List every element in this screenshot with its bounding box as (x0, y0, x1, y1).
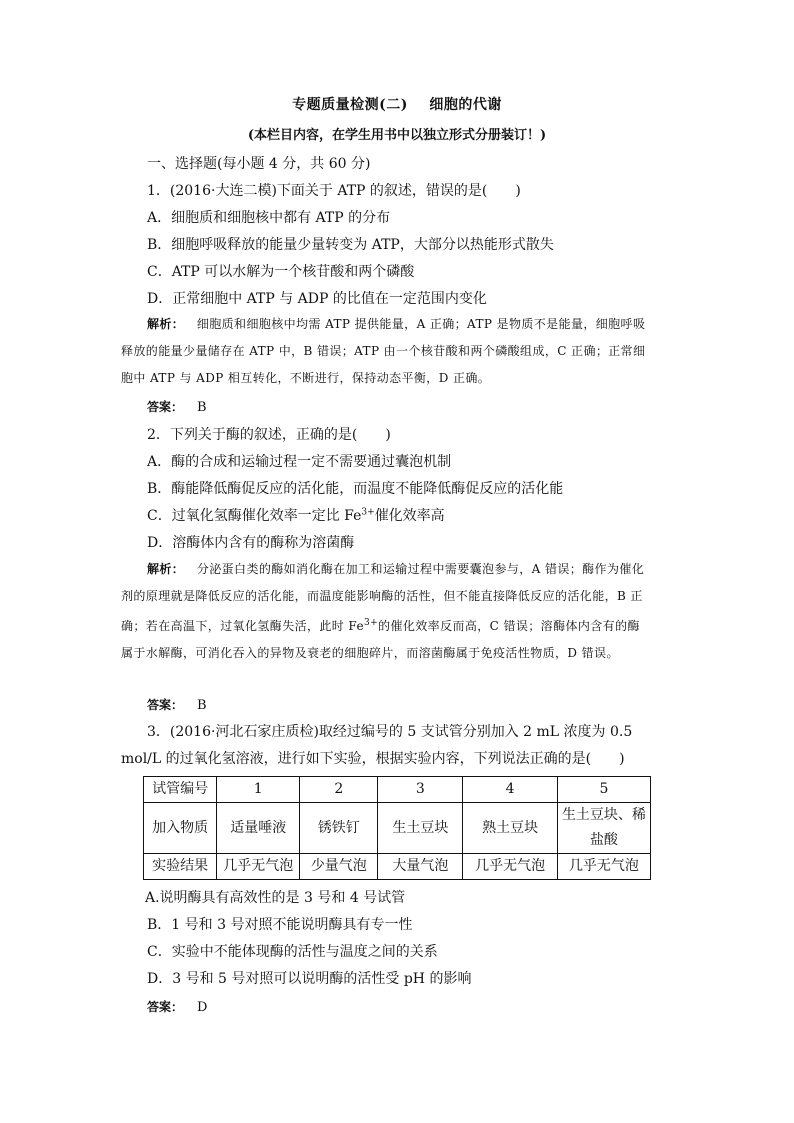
q1-option-b: B．细胞呼吸释放的能量少量转变为 ATP，大部分以热能形式散失 (147, 237, 554, 253)
q3-option-c: C．实验中不能体现酶的活性与温度之间的关系 (147, 944, 438, 960)
q2-explanation-text-a: 分泌蛋白类的酶如消化酶在加工和运输过程中需要囊泡参与，A 错误；酶作为催化剂的原理就是降低反应的活化能，而温度能影响酶的活性，但不能直接降低反应的活化能，B 正确；若在高温下，过氧化氢酶失活，此时 Fe (121, 562, 645, 633)
q1-answer-label: 答案： (147, 400, 184, 414)
q1-stem: 1．(2016·大连二模)下面关于 ATP 的叙述，错误的是( ) (147, 183, 521, 199)
table-cell: 1 (217, 777, 300, 803)
q1-explanation-text: 细胞质和细胞核中均需 ATP 提供能量，A 正确；ATP 是物质不是能量，细胞呼吸释放的能量少量储存在 ATP 中，B 错误；ATP 由一个核苷酸和两个磷酸组成，C 正确；正常细胞中 ATP 与 ADP 相互转化，不断进行，保持动态平衡，D 正确。 (121, 317, 646, 385)
table-cell: 加入物质 (144, 803, 217, 854)
q3-answer-label: 答案： (147, 1000, 184, 1014)
q3-answer-value: D (197, 1000, 208, 1015)
table-cell: 大量气泡 (378, 854, 463, 880)
q1-explanation-label: 解析： (147, 317, 185, 331)
table-cell: 几乎无气泡 (217, 854, 300, 880)
q2-option-c-sup: 3+ (361, 507, 375, 518)
experiment-table (143, 776, 651, 880)
q2-answer-value: B (197, 698, 207, 713)
q2-option-d: D．溶酶体内含有的酶称为溶菌酶 (147, 535, 355, 551)
q1-option-a: A．细胞质和细胞核中都有 ATP 的分布 (147, 210, 391, 226)
table-cell: 试管编号 (144, 777, 217, 803)
q1-explanation (121, 311, 649, 392)
q2-option-c-tail: 催化效率高 (374, 508, 445, 524)
q2-option-a: A．酶的合成和运输过程一定不需要通过囊泡机制 (147, 454, 452, 470)
q3-option-a: A.说明酶具有高效性的是 3 号和 4 号试管 (145, 890, 406, 906)
table-cell: 4 (463, 777, 558, 803)
q1-option-d: D．正常细胞中 ATP 与 ADP 的比值在一定范围内变化 (147, 291, 487, 307)
table-cell: 锈铁钉 (300, 803, 378, 854)
table-row (144, 854, 651, 880)
q2-answer (147, 696, 207, 713)
table-cell: 生土豆块、稀盐酸 (557, 803, 650, 854)
table-header-row (144, 777, 651, 803)
q1-answer (147, 398, 207, 415)
table-cell: 适量唾液 (217, 803, 300, 854)
q2-option-b: B．酶能降低酶促反应的活化能，而温度不能降低酶促反应的活化能 (147, 481, 564, 497)
q3-option-d: D．3 号和 5 号对照可以说明酶的活性受 pH 的影响 (147, 971, 472, 987)
q2-explanation-text-b: 的催化效率反而高，C 错误；溶酶体内含有的酶属于水解酶，可消化吞入的异物及衰老的细胞碎片，而溶菌酶属于免疫活性物质，D 错误。 (121, 619, 640, 660)
table-cell: 少量气泡 (300, 854, 378, 880)
table-cell: 生土豆块 (378, 803, 463, 854)
table-cell: 2 (300, 777, 378, 803)
table-cell: 3 (378, 777, 463, 803)
q2-option-c (147, 505, 445, 525)
page-title: 专题质量检测(二) 细胞的代谢 (292, 97, 502, 113)
page-subtitle: (本栏目内容，在学生用书中以独立形式分册装订！) (247, 128, 547, 143)
q2-stem: 2．下列关于酶的叙述，正确的是( ) (147, 427, 391, 443)
q2-explanation-sup: 3+ (364, 618, 379, 628)
q2-option-c-text: C．过氧化氢酶催化效率一定比 Fe (147, 508, 362, 524)
q1-answer-value: B (197, 400, 207, 415)
q1-option-c: C．ATP 可以水解为一个核苷酸和两个磷酸 (147, 264, 415, 280)
q2-answer-label: 答案： (147, 698, 184, 712)
table-cell: 5 (557, 777, 650, 803)
table-cell: 几乎无气泡 (463, 854, 558, 880)
q3-option-b: B．1 号和 3 号对照不能说明酶具有专一性 (147, 917, 413, 933)
q2-explanation (121, 556, 649, 667)
table-cell: 几乎无气泡 (557, 854, 650, 880)
q2-explanation-label: 解析： (147, 562, 185, 576)
table-row (144, 803, 651, 854)
table-cell: 实验结果 (144, 854, 217, 880)
section-heading: 一、选择题(每小题 4 分，共 60 分) (147, 156, 371, 172)
q3-stem: 3．(2016·河北石家庄质检)取经过编号的 5 支试管分别加入 2 mL 浓度为 0.5 mol/L 的过氧化氢溶液，进行如下实验，根据实验内容，下列说法正确的是( ) (121, 724, 633, 767)
table-cell: 熟土豆块 (463, 803, 558, 854)
q3-answer (147, 998, 207, 1015)
